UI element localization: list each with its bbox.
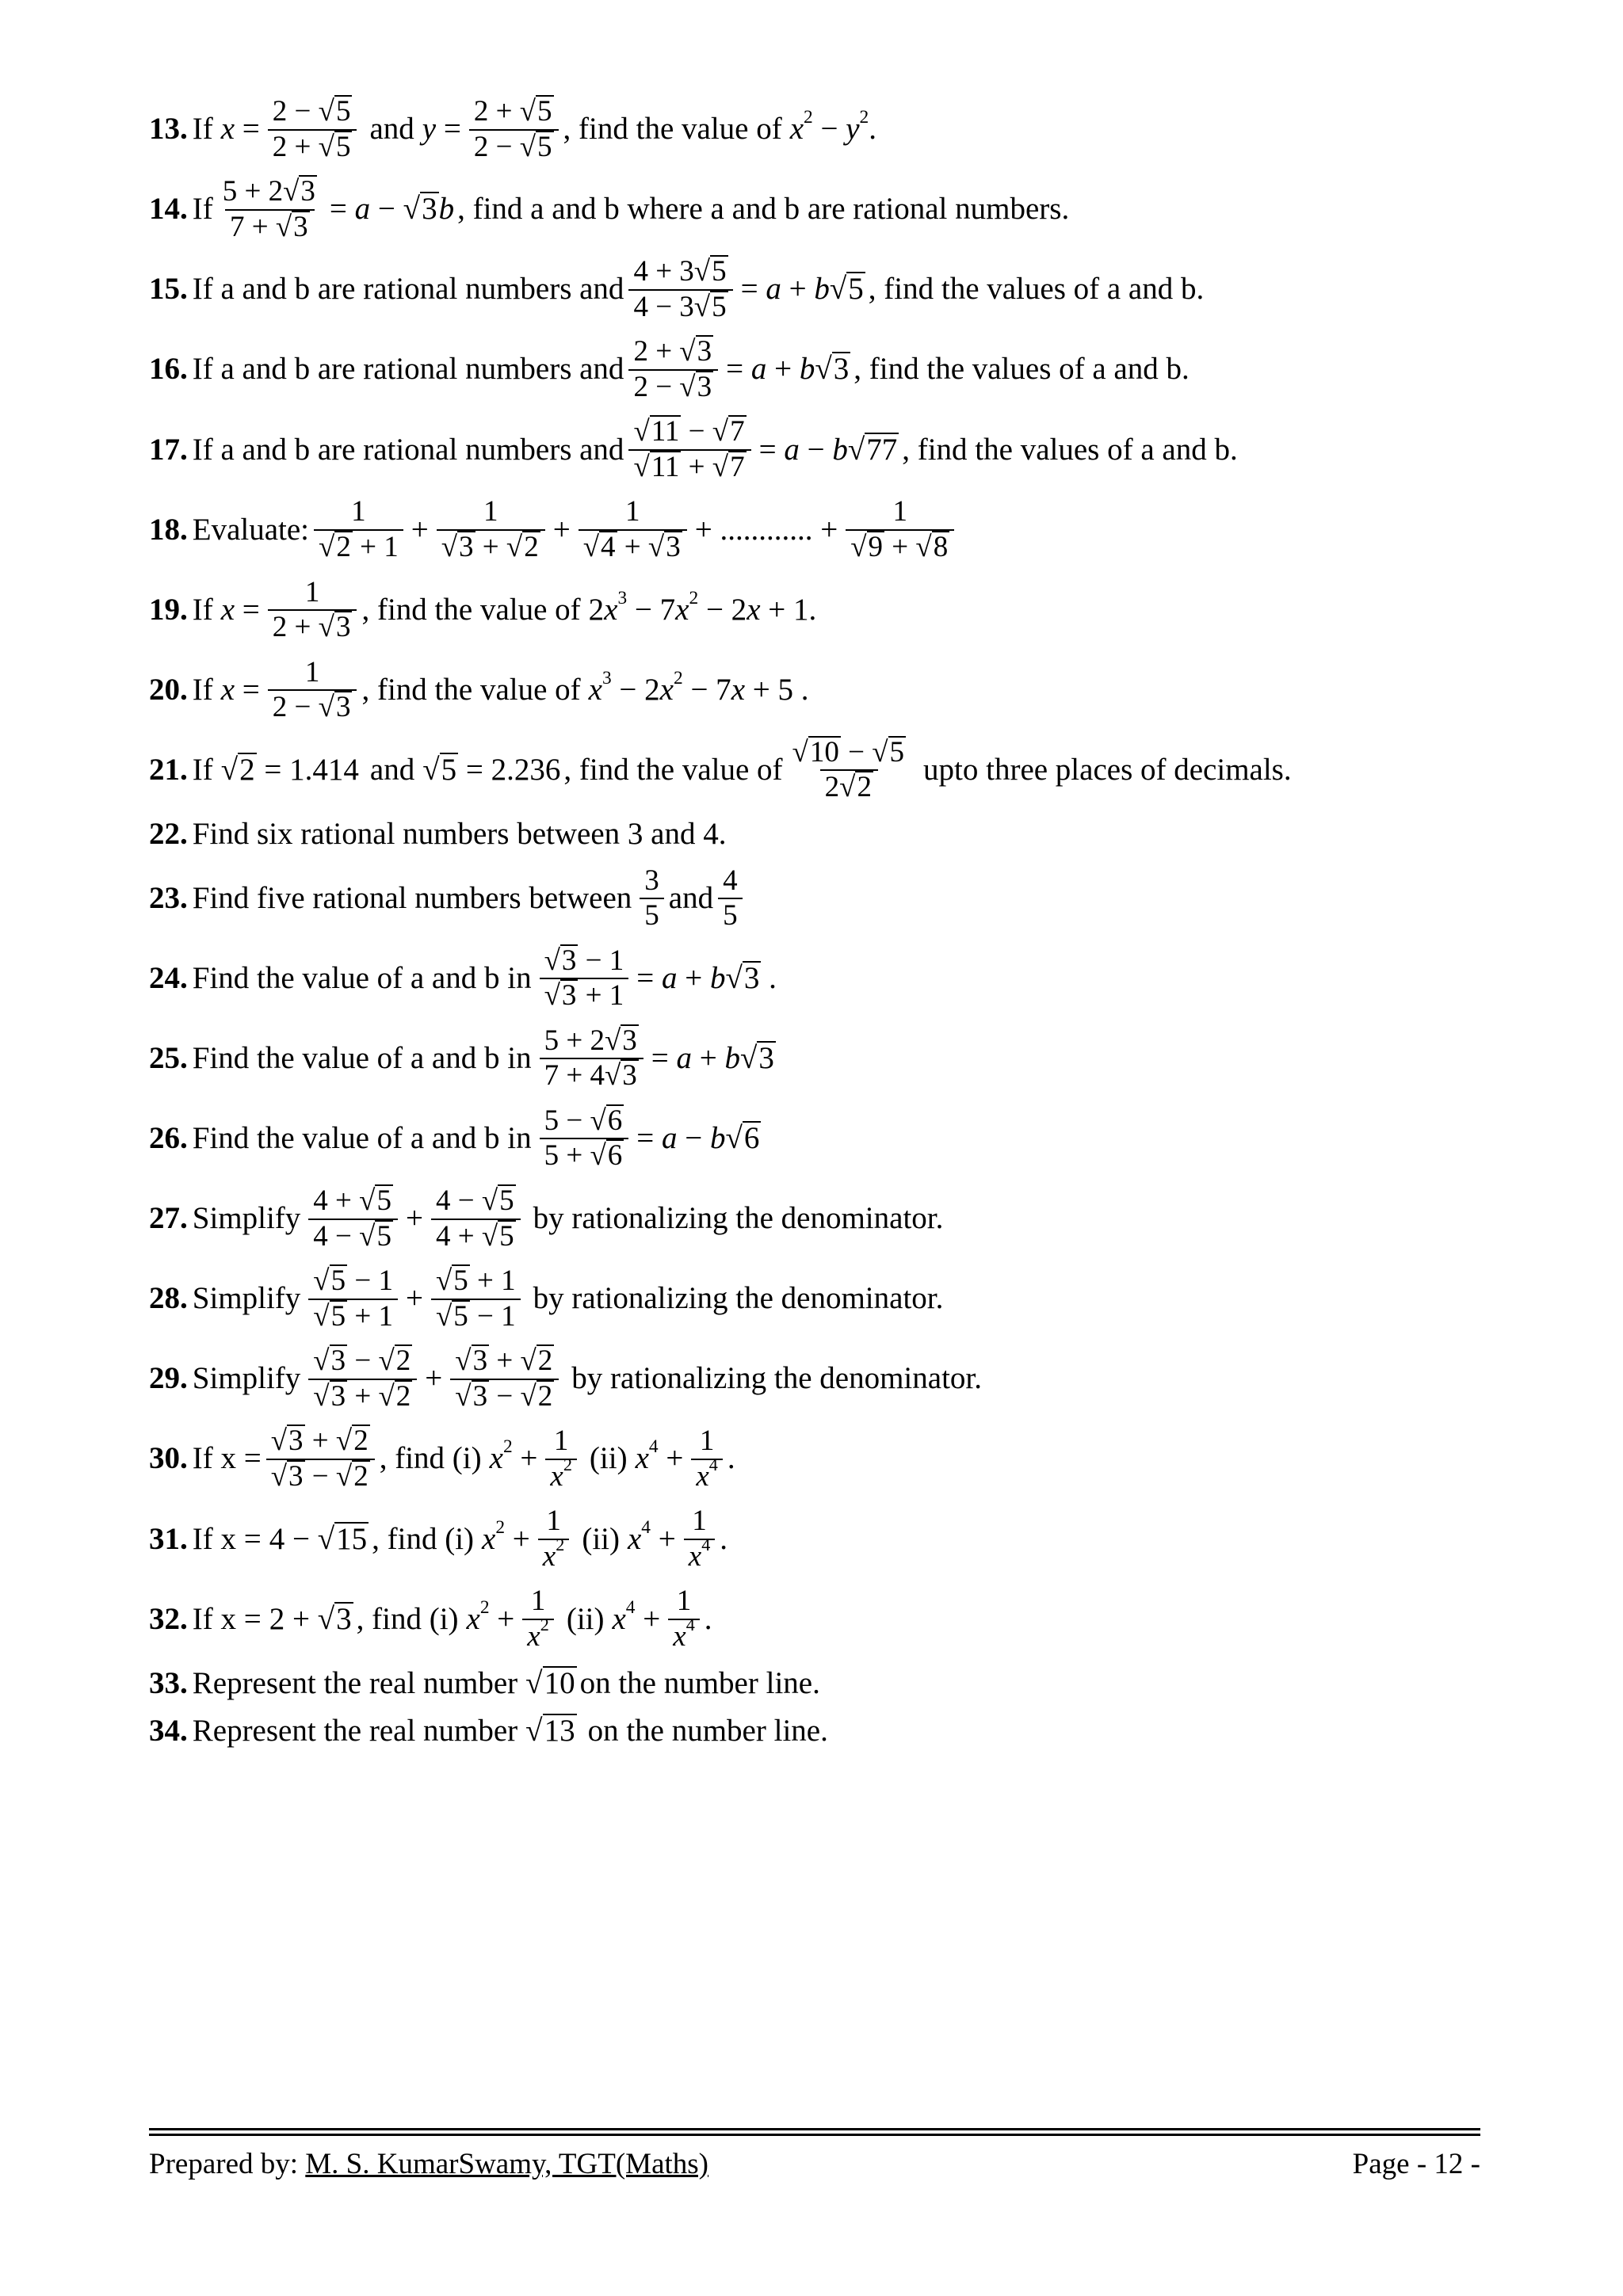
fraction: $\frac{√3 + √2}{√3 - √2}$ xyxy=(450,1344,559,1413)
question-text: If xyxy=(192,592,213,627)
fraction: $\frac{2 - √5}{2 + √5}$ xyxy=(268,95,357,164)
fraction: $\frac{3}{5}$ xyxy=(640,864,664,933)
question-18 xyxy=(149,495,1488,564)
math-expression: y = xyxy=(422,112,461,147)
question-text: If xyxy=(192,192,213,227)
question-text: If x = xyxy=(192,1441,262,1476)
question-number: 18. xyxy=(149,512,188,547)
math-expression: . xyxy=(727,1441,735,1476)
question-25 xyxy=(149,1024,1488,1093)
fraction: $\frac{4 + √5}{4 - √5}$ xyxy=(308,1184,398,1253)
question-text: Find six rational numbers between 3 and 4. xyxy=(192,816,727,851)
math-expression: + xyxy=(411,512,429,547)
footer-row xyxy=(149,2147,1480,2181)
question-text: , find (i) xyxy=(372,1521,475,1556)
question-text: If xyxy=(192,112,213,147)
question-17 xyxy=(149,415,1488,484)
math-expression: $x^2$ + xyxy=(466,1596,515,1636)
math-expression: = a − b√6 xyxy=(636,1121,760,1156)
question-text: on the number line. xyxy=(579,1665,820,1700)
math-expression: 2 + √3 xyxy=(269,1601,352,1636)
question-number: 24. xyxy=(149,960,188,995)
math-expression: = a + b√3 xyxy=(651,1040,774,1075)
fraction: $\frac{1}{2 + √3}$ xyxy=(268,576,357,645)
author-name: M. S. KumarSwamy, TGT(Maths) xyxy=(305,2148,708,2180)
math-expression: + xyxy=(425,1361,443,1396)
question-text: Simplify xyxy=(192,1361,301,1396)
math-expression: √10 xyxy=(525,1665,575,1700)
question-text: , find the values of a and b. xyxy=(854,352,1190,387)
question-32 xyxy=(149,1585,1488,1653)
fraction: $\frac{√5 + 1}{√5 - 1}$ xyxy=(431,1264,521,1333)
question-text: Find the value of a and b in xyxy=(192,1040,532,1075)
fraction: $\frac{1}{√3 + √2}$ xyxy=(437,495,545,564)
question-24 xyxy=(149,944,1488,1013)
question-text: and xyxy=(369,752,415,787)
fraction: $\frac{1}{√2 + 1}$ xyxy=(314,495,403,564)
fraction: $\frac{√11 - √7}{√11 + √7}$ xyxy=(628,415,750,484)
fraction: $\frac{1}{√9 + √8}$ xyxy=(846,495,954,564)
question-number: 13. xyxy=(149,112,188,147)
question-33 xyxy=(149,1665,1488,1703)
question-31 xyxy=(149,1505,1488,1573)
fraction: $\frac{5 + 2√3}{7 + 4√3}$ xyxy=(540,1024,643,1093)
question-text: , find (i) xyxy=(356,1601,459,1636)
question-number: 14. xyxy=(149,192,188,227)
math-expression: √2 = 1.414 xyxy=(220,752,359,787)
question-text: (ii) xyxy=(582,1521,620,1556)
question-26 xyxy=(149,1104,1488,1173)
question-list xyxy=(149,95,1488,1761)
fraction: $\frac{2 + √5}{2 - √5}$ xyxy=(469,95,559,164)
math-expression: . xyxy=(720,1521,728,1556)
question-number: 32. xyxy=(149,1601,188,1636)
question-text: If x = xyxy=(192,1521,262,1556)
math-expression: $x^2 - y^2$. xyxy=(789,107,876,147)
math-expression: + xyxy=(405,1201,423,1236)
math-expression: $2x^3 - 7x^2 - 2x + 1$. xyxy=(588,587,817,627)
math-expression: $x^4$ + xyxy=(612,1596,661,1636)
math-expression: x = xyxy=(220,112,260,147)
math-expression: $x^2$ + xyxy=(489,1436,538,1476)
question-number: 25. xyxy=(149,1040,188,1075)
question-text: , find the value of xyxy=(563,112,782,147)
math-expression: $x^2$ + xyxy=(482,1516,530,1556)
question-number: 20. xyxy=(149,672,188,707)
question-number: 22. xyxy=(149,816,188,851)
fraction: $\frac{1}{x^4}$ xyxy=(691,1425,723,1493)
question-text: If a and b are rational numbers and xyxy=(192,352,624,387)
footer-credit xyxy=(149,2147,708,2181)
question-28 xyxy=(149,1264,1488,1333)
question-text: If a and b are rational numbers and xyxy=(192,272,624,307)
math-expression: . xyxy=(704,1601,712,1636)
question-number: 19. xyxy=(149,592,188,627)
fraction: $\frac{1}{x^4}$ xyxy=(668,1585,700,1653)
math-expression: = a − √3b xyxy=(329,192,455,227)
question-text: , find the value of xyxy=(563,752,783,787)
fraction: $\frac{√3 - √2}{√3 + √2}$ xyxy=(308,1344,417,1413)
question-text: Simplify xyxy=(192,1201,301,1236)
question-text: and xyxy=(369,112,414,147)
question-text: , find a and b where a and b are rational numbers. xyxy=(457,192,1070,227)
question-34 xyxy=(149,1713,1488,1750)
question-text: by rationalizing the denominator. xyxy=(571,1361,982,1396)
question-number: 30. xyxy=(149,1441,188,1476)
question-number: 34. xyxy=(149,1714,188,1749)
question-text: If a and b are rational numbers and xyxy=(192,432,624,467)
question-text: Represent the real number xyxy=(192,1665,518,1700)
question-21 xyxy=(149,736,1488,805)
question-number: 17. xyxy=(149,432,188,467)
math-expression: √13 xyxy=(525,1714,575,1749)
fraction: $\frac{5 - √6}{5 + √6}$ xyxy=(540,1104,629,1173)
question-number: 23. xyxy=(149,880,188,915)
fraction: $\frac{5 + 2√3}{7 + √3}$ xyxy=(222,175,315,243)
math-expression: x = xyxy=(220,672,260,707)
question-number: 33. xyxy=(149,1665,188,1700)
question-13 xyxy=(149,95,1488,164)
page-number: Page - 12 - xyxy=(1352,2148,1480,2180)
page-footer xyxy=(149,2128,1480,2181)
question-text: If xyxy=(192,672,213,707)
question-number: 16. xyxy=(149,352,188,387)
question-text: Find five rational numbers between xyxy=(192,880,632,915)
fraction: $\frac{4 + 3√5}{4 - 3√5}$ xyxy=(628,255,732,324)
question-text: Find the value of a and b in xyxy=(192,1121,532,1156)
prepared-label: Prepared by: xyxy=(149,2148,299,2180)
question-22 xyxy=(149,816,1488,853)
fraction: $\frac{1}{x^2}$ xyxy=(522,1585,554,1653)
question-text: (ii) xyxy=(589,1441,628,1476)
fraction: $\frac{1}{2 - √3}$ xyxy=(268,656,357,725)
math-expression: = a − b√77 xyxy=(758,432,898,467)
question-text: If x = xyxy=(192,1601,262,1636)
math-expression: 4 − √15 xyxy=(269,1521,368,1556)
question-number: 27. xyxy=(149,1201,188,1236)
question-number: 31. xyxy=(149,1521,188,1556)
question-text: by rationalizing the denominator. xyxy=(533,1281,944,1316)
math-expression: = a + b√5 xyxy=(740,272,864,307)
math-expression: + xyxy=(405,1281,423,1316)
question-29 xyxy=(149,1344,1488,1413)
question-15 xyxy=(149,255,1488,324)
question-text: on the number line. xyxy=(587,1714,828,1749)
question-number: 15. xyxy=(149,272,188,307)
math-expression: x = xyxy=(220,592,260,627)
question-text: , find the value of xyxy=(361,592,581,627)
question-number: 29. xyxy=(149,1361,188,1396)
question-text: , find the value of xyxy=(361,672,581,707)
fraction: $\frac{2 + √3}{2 - √3}$ xyxy=(628,335,718,404)
question-27 xyxy=(149,1184,1488,1253)
math-expression: = a + b√3 . xyxy=(636,960,777,995)
question-14 xyxy=(149,175,1488,244)
question-text: and xyxy=(668,880,714,915)
question-text: Simplify xyxy=(192,1281,301,1316)
fraction: $\frac{1}{x^4}$ xyxy=(684,1505,716,1573)
math-expression: + ............ + xyxy=(694,512,838,547)
math-expression: √5 = 2.236 xyxy=(422,752,561,787)
question-19 xyxy=(149,576,1488,645)
fraction: $\frac{1}{x^2}$ xyxy=(538,1505,570,1573)
question-30 xyxy=(149,1425,1488,1493)
fraction: $\frac{4 - √5}{4 + √5}$ xyxy=(431,1184,521,1253)
fraction: $\frac{√10 - √5}{2√2}$ xyxy=(792,735,905,804)
question-text: , find (i) xyxy=(379,1441,482,1476)
question-text: , find the values of a and b. xyxy=(902,432,1238,467)
fraction: $\frac{√3 + √2}{√3 - √2}$ xyxy=(266,1425,375,1493)
question-number: 26. xyxy=(149,1121,188,1156)
fraction: $\frac{√3 - 1}{√3 + 1}$ xyxy=(540,944,629,1013)
question-23 xyxy=(149,864,1488,933)
fraction: $\frac{4}{5}$ xyxy=(718,864,743,933)
math-expression: = a + b√3 xyxy=(726,352,850,387)
question-number: 28. xyxy=(149,1281,188,1316)
question-16 xyxy=(149,335,1488,404)
question-text: by rationalizing the denominator. xyxy=(533,1201,944,1236)
question-text: , find the values of a and b. xyxy=(868,272,1205,307)
question-20 xyxy=(149,656,1488,725)
footer-divider xyxy=(149,2134,1480,2136)
question-text: If xyxy=(192,752,213,787)
question-number: 21. xyxy=(149,752,188,787)
math-expression: $x^4$ + xyxy=(627,1516,676,1556)
question-text: upto three places of decimals. xyxy=(923,752,1292,787)
question-text: Evaluate: xyxy=(192,512,310,547)
question-text: Find the value of a and b in xyxy=(192,960,532,995)
footer-divider xyxy=(149,2128,1480,2130)
fraction: $\frac{1}{x^2}$ xyxy=(545,1425,577,1493)
math-expression: + xyxy=(552,512,571,547)
fraction: $\frac{√5 - 1}{√5 + 1}$ xyxy=(308,1264,398,1333)
question-text: Represent the real number xyxy=(192,1714,518,1749)
question-text: (ii) xyxy=(566,1601,605,1636)
fraction: $\frac{1}{√4 + √3}$ xyxy=(579,495,687,564)
math-expression: $x^3 - 2x^2 - 7x + 5$ . xyxy=(588,667,809,707)
math-expression: $x^4$ + xyxy=(635,1436,684,1476)
